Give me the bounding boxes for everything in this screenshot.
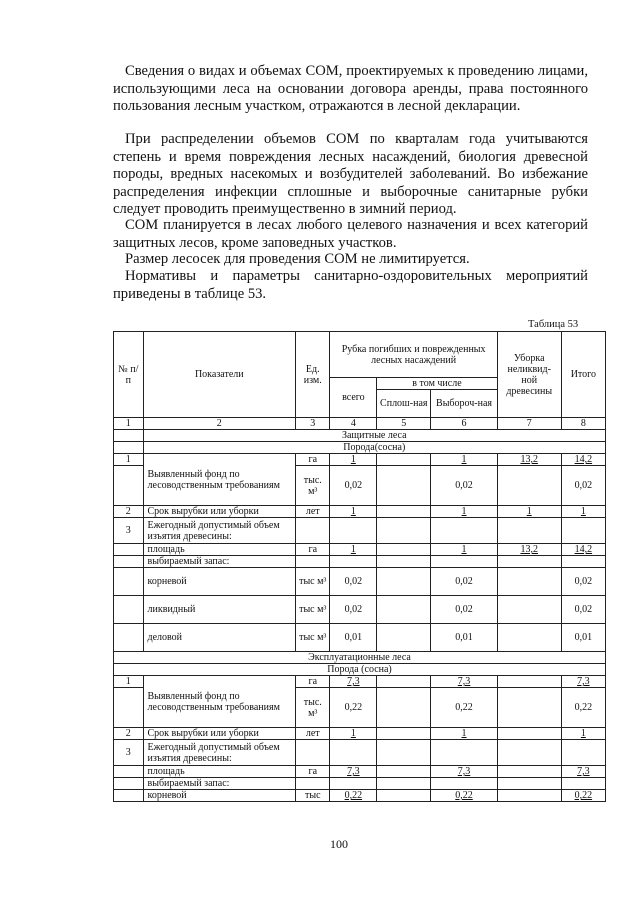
header-selective: Выбороч-ная xyxy=(431,390,497,418)
cell-unit: га xyxy=(296,676,330,688)
colnum: 6 xyxy=(431,418,497,430)
cell xyxy=(377,728,431,740)
paragraph-1: Сведения о видах и объемах СОМ, проектируемых к проведению лицами, использующими леса на основании договора аренды, права постоянного пользования лесным участком, отражаются в лесной декларации. xyxy=(113,63,588,114)
section-title: Защитные леса xyxy=(143,430,605,442)
cell: 0,22 xyxy=(330,790,377,802)
cell-unit: га xyxy=(296,544,330,556)
cell: 7,3 xyxy=(431,766,497,778)
row-label: Ежегодный допустимый объем изъятия древесины: xyxy=(143,518,296,544)
cell: 0,22 xyxy=(561,688,605,728)
header-cleanup: Уборка неликвид-ной древесины xyxy=(497,332,561,418)
colnum: 5 xyxy=(377,418,431,430)
cell xyxy=(497,568,561,596)
cell xyxy=(497,688,561,728)
colnum: 3 xyxy=(296,418,330,430)
page-number: 100 xyxy=(330,837,348,851)
row-num: 2 xyxy=(114,506,144,518)
header-indicators: Показатели xyxy=(143,332,296,418)
cell: 7,3 xyxy=(561,676,605,688)
cell: 1 xyxy=(497,506,561,518)
header-itogo: Итого xyxy=(561,332,605,418)
cell: 1 xyxy=(431,544,497,556)
cell: 14,2 xyxy=(561,544,605,556)
cell xyxy=(497,728,561,740)
cell xyxy=(377,568,431,596)
row-label: Выявленный фонд по лесоводственным требованиям xyxy=(143,454,296,506)
cell: 0,01 xyxy=(431,624,497,652)
cell: 13,2 xyxy=(497,454,561,466)
row-label: корневой xyxy=(143,568,296,596)
cell: 7,3 xyxy=(330,676,377,688)
cell: 0,02 xyxy=(561,466,605,506)
row-label: площадь xyxy=(143,544,296,556)
row-label: площадь xyxy=(143,766,296,778)
cell-unit: га xyxy=(296,766,330,778)
colnum: 2 xyxy=(143,418,296,430)
section-subtitle: Порода (сосна) xyxy=(114,664,606,676)
row-label: Срок вырубки или уборки xyxy=(143,506,296,518)
cell xyxy=(377,688,431,728)
row-label: выбираемый запас: xyxy=(143,556,296,568)
cell-unit: тыс м³ xyxy=(296,624,330,652)
cell-unit: лет xyxy=(296,728,330,740)
cell: 1 xyxy=(431,728,497,740)
sanitary-measures-table xyxy=(113,331,606,802)
cell-unit: тыс. м³ xyxy=(296,688,330,728)
cell: 0,22 xyxy=(330,688,377,728)
paragraph-5: Нормативы и параметры санитарно-оздоровительных мероприятий приведены в таблице 53. xyxy=(113,268,588,302)
cell: 14,2 xyxy=(561,454,605,466)
cell: 0,02 xyxy=(431,596,497,624)
cell-unit: тыс xyxy=(296,790,330,802)
row-label: Ежегодный допустимый объем изъятия древесины: xyxy=(143,740,296,766)
cell-unit: га xyxy=(296,454,330,466)
row-num: 2 xyxy=(114,728,144,740)
cell: 0,22 xyxy=(431,688,497,728)
header-num: № п/п xyxy=(114,332,144,418)
cell: 0,02 xyxy=(561,568,605,596)
cell: 13,2 xyxy=(497,544,561,556)
header-felling: Рубка погибших и поврежденных лесных насаждений xyxy=(330,332,497,378)
cell: 0,22 xyxy=(431,790,497,802)
cell: 0,22 xyxy=(561,790,605,802)
paragraph-4: Размер лесосек для проведения СОМ не лимитируется. xyxy=(125,251,470,267)
cell: 0,01 xyxy=(561,624,605,652)
cell xyxy=(377,766,431,778)
cell-unit: тыс м³ xyxy=(296,596,330,624)
cell xyxy=(377,596,431,624)
row-num: 1 xyxy=(114,676,144,688)
cell: 1 xyxy=(431,506,497,518)
cell: 0,02 xyxy=(330,466,377,506)
cell: 0,02 xyxy=(561,596,605,624)
table-caption: Таблица 53 xyxy=(528,319,579,330)
cell: 1 xyxy=(561,506,605,518)
cell xyxy=(497,676,561,688)
row-label: Выявленный фонд по лесоводственным требованиям xyxy=(143,676,296,728)
cell: 0,02 xyxy=(330,596,377,624)
cell: 0,01 xyxy=(330,624,377,652)
cell xyxy=(377,790,431,802)
row-label: деловой xyxy=(143,624,296,652)
cell-unit: тыс. м³ xyxy=(296,466,330,506)
row-label: ликвидный xyxy=(143,596,296,624)
cell xyxy=(377,676,431,688)
cell: 0,02 xyxy=(431,568,497,596)
paragraph-3: СОМ планируется в лесах любого целевого назначения и всех категорий защитных лесов, кроме заповедных участков. xyxy=(113,217,588,251)
row-label: Срок вырубки или уборки xyxy=(143,728,296,740)
cell: 1 xyxy=(330,454,377,466)
cell: 1 xyxy=(330,728,377,740)
header-total: всего xyxy=(330,378,377,418)
row-num: 3 xyxy=(114,518,144,544)
cell: 1 xyxy=(330,506,377,518)
colnum: 8 xyxy=(561,418,605,430)
cell xyxy=(377,544,431,556)
cell: 1 xyxy=(431,454,497,466)
cell: 7,3 xyxy=(431,676,497,688)
cell: 1 xyxy=(561,728,605,740)
row-num: 3 xyxy=(114,740,144,766)
header-clear: Сплош-ная xyxy=(377,390,431,418)
section-subtitle: Порода(сосна) xyxy=(143,442,605,454)
paragraph-2: При распределении объемов СОМ по кварталам года учитываются степень и время повреждения лесных насаждений, биология древесной породы, вредных насекомых и возбудителей заболеваний. Во избежание распределения инфекции сплошные и выборочные санитарные рубки следует проводить преимущественно в зимний период. xyxy=(113,131,588,217)
cell: 7,3 xyxy=(561,766,605,778)
row-label: выбираемый запас: xyxy=(143,778,296,790)
section-title: Эксплуатационные леса xyxy=(114,652,606,664)
cell-unit: лет xyxy=(296,506,330,518)
cell: 0,02 xyxy=(431,466,497,506)
header-unit: Ед. изм. xyxy=(296,332,330,418)
cell: 0,02 xyxy=(330,568,377,596)
cell xyxy=(377,454,431,466)
colnum: 7 xyxy=(497,418,561,430)
cell xyxy=(377,624,431,652)
colnum: 1 xyxy=(114,418,144,430)
row-num: 1 xyxy=(114,454,144,466)
cell-unit: тыс м³ xyxy=(296,568,330,596)
cell xyxy=(497,466,561,506)
row-label: корневой xyxy=(143,790,296,802)
cell: 1 xyxy=(330,544,377,556)
cell xyxy=(377,466,431,506)
cell: 7,3 xyxy=(330,766,377,778)
cell xyxy=(377,506,431,518)
cell xyxy=(497,790,561,802)
header-including: в том числе xyxy=(377,378,498,390)
cell xyxy=(497,624,561,652)
cell xyxy=(497,596,561,624)
cell xyxy=(497,766,561,778)
colnum: 4 xyxy=(330,418,377,430)
